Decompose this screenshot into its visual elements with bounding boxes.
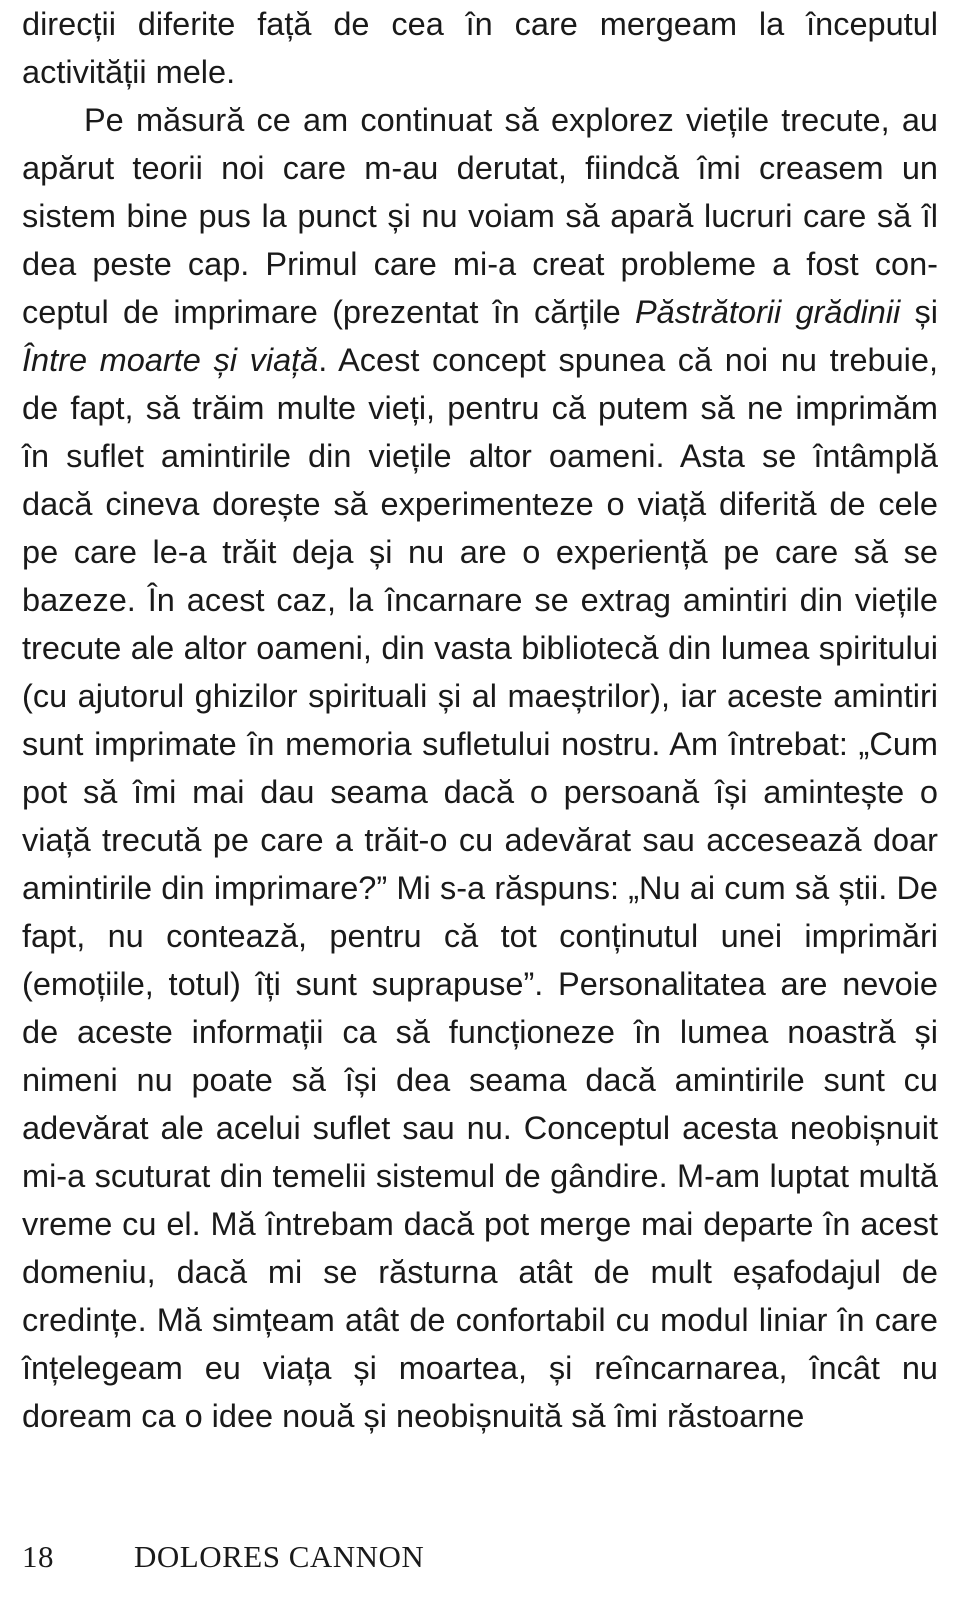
book-title-garden-keepers: Păstrătorii grădinii	[634, 294, 901, 330]
book-page-body	[22, 0, 938, 1440]
paragraph-text-part-3: . Acest concept spunea că noi nu trebuie, de fapt, să trăim multe vieți, pentru că putem să ne imprimăm în suflet amintirile din viețile altor oameni. Asta se întâmplă dacă cineva dorește să experimenteze o viață diferită de cele pe care le-a trăit deja și nu are o experiență pe care să se bazeze. În acest caz, la încarnare se extrag amintiri din viețile trecute ale altor oameni, din vasta bibliotecă din lumea spiritului (cu ajutorul ghizilor spirituali și al maeștrilor), iar aceste amintiri sunt imprimate în memoria sufletului nostru. Am întrebat: „Cum pot să îmi mai dau seama dacă o persoană își amintește o viață trecută pe care a trăit-o cu adevărat sau accesează doar amintirile din imprimare?” Mi s-a răspuns: „Nu ai cum să știi. De fapt, nu contează, pentru că tot conținutul unei imprimări (emoțiile, totul) îți sunt suprapuse”. Personalitatea are nevoie de aceste informații ca să funcționeze în lumea noastră și nimeni nu poate să își dea seama dacă amintirile sunt cu adevărat ale acelui suflet sau nu. Conceptul acesta neobișnuit mi-a scuturat din temelii sistemul de gândire. M-am luptat multă vreme cu el. Mă întrebam dacă pot merge mai departe în acest domeniu, dacă mi se răsturna atât de mult eșafodajul de credințe. Mă simțeam atât de confortabil cu modul liniar în care înțelegeam eu viața și moartea, și reîncarnarea, încât nu doream ca o idee nouă și neobișnuită să îmi răstoarne	[22, 342, 938, 1434]
running-head-author: DOLORES CANNON	[134, 1539, 425, 1574]
page-footer	[22, 1537, 424, 1577]
paragraph-text-part-1: Pe măsură ce am continuat să explorez viețile trecute, au apărut teorii noi care m-au derutat, fiindcă îmi creasem un sistem bine pus la punct și nu voiam să apară lucruri care să îl dea peste cap. Primul care mi-a creat probleme a fost conceptul de imprimare (prezentat în cărțile	[22, 102, 938, 330]
page-number: 18	[22, 1539, 54, 1574]
paragraph-text-part-2: și	[900, 294, 938, 330]
book-title-between-death-and-life: Între moarte și viață	[22, 342, 319, 378]
paragraph-continuation: direcții diferite față de cea în care mergeam la începutul activității mele.	[22, 6, 938, 90]
paragraph-imprinting	[22, 96, 938, 1440]
